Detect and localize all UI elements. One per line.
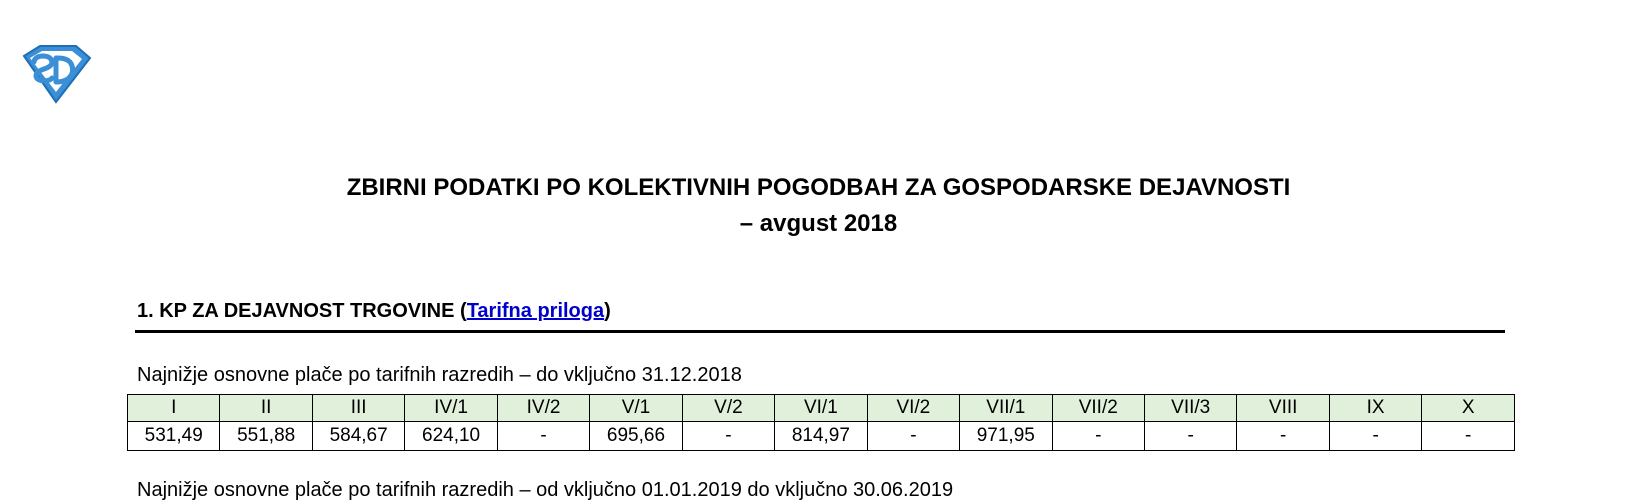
tariff-value-cell: - [682,422,774,451]
tariff-header-cell: VI/2 [867,395,959,422]
tariff-header-cell: IV/2 [497,395,589,422]
tariff-value-cell: 695,66 [590,422,682,451]
tariff-value-cell: - [867,422,959,451]
section-heading-prefix: 1. KP ZA DEJAVNOST TRGOVINE ( [137,300,467,322]
tariff-value-cell: - [1052,422,1144,451]
caption-2019: Najnižje osnovne plače po tarifnih razredih – od vključno 01.01.2019 do vključno 30.06.2019 [137,479,954,501]
tariff-value-cell: - [1237,422,1329,451]
tariff-value-cell: - [1422,422,1515,451]
tariff-header-cell: VII/3 [1144,395,1236,422]
section-heading [137,300,611,323]
tariff-header-cell: VI/1 [775,395,867,422]
tariff-table [127,394,1515,451]
tariff-value-cell: 814,97 [775,422,867,451]
tariff-header-cell: VIII [1237,395,1329,422]
caption-until-2018: Najnižje osnovne plače po tarifnih razredih – do vključno 31.12.2018 [137,364,742,386]
tariff-header-cell: V/1 [590,395,682,422]
tariff-value-cell: 551,88 [220,422,312,451]
title-line-2: – avgust 2018 [739,210,898,237]
tariff-values-row [128,422,1515,451]
tariff-value-cell: - [1329,422,1421,451]
tariff-value-cell: 531,49 [128,422,220,451]
tariff-value-cell: 584,67 [312,422,404,451]
tariff-header-cell: IX [1329,395,1421,422]
tariff-value-cell: 624,10 [405,422,497,451]
sd-logo [20,44,92,104]
tariff-value-cell: 971,95 [960,422,1052,451]
tariff-header-cell: X [1422,395,1515,422]
document-title [0,170,1637,242]
tariff-header-cell: V/2 [682,395,774,422]
tariff-value-cell: - [1144,422,1236,451]
section-heading-suffix: ) [604,300,611,322]
tariff-header-cell: II [220,395,312,422]
tarifna-priloga-link[interactable]: Tarifna priloga [466,300,605,322]
tariff-value-cell: - [497,422,589,451]
title-line-1: ZBIRNI PODATKI PO KOLEKTIVNIH POGODBAH ZA GOSPODARSKE DEJAVNOSTI [346,174,1291,201]
tariff-header-cell: III [312,395,404,422]
tariff-header-cell: VII/1 [960,395,1052,422]
tariff-header-row [128,395,1515,422]
tariff-header-cell: IV/1 [405,395,497,422]
section-divider [135,330,1505,333]
tariff-header-cell: VII/2 [1052,395,1144,422]
tariff-header-cell: I [128,395,220,422]
